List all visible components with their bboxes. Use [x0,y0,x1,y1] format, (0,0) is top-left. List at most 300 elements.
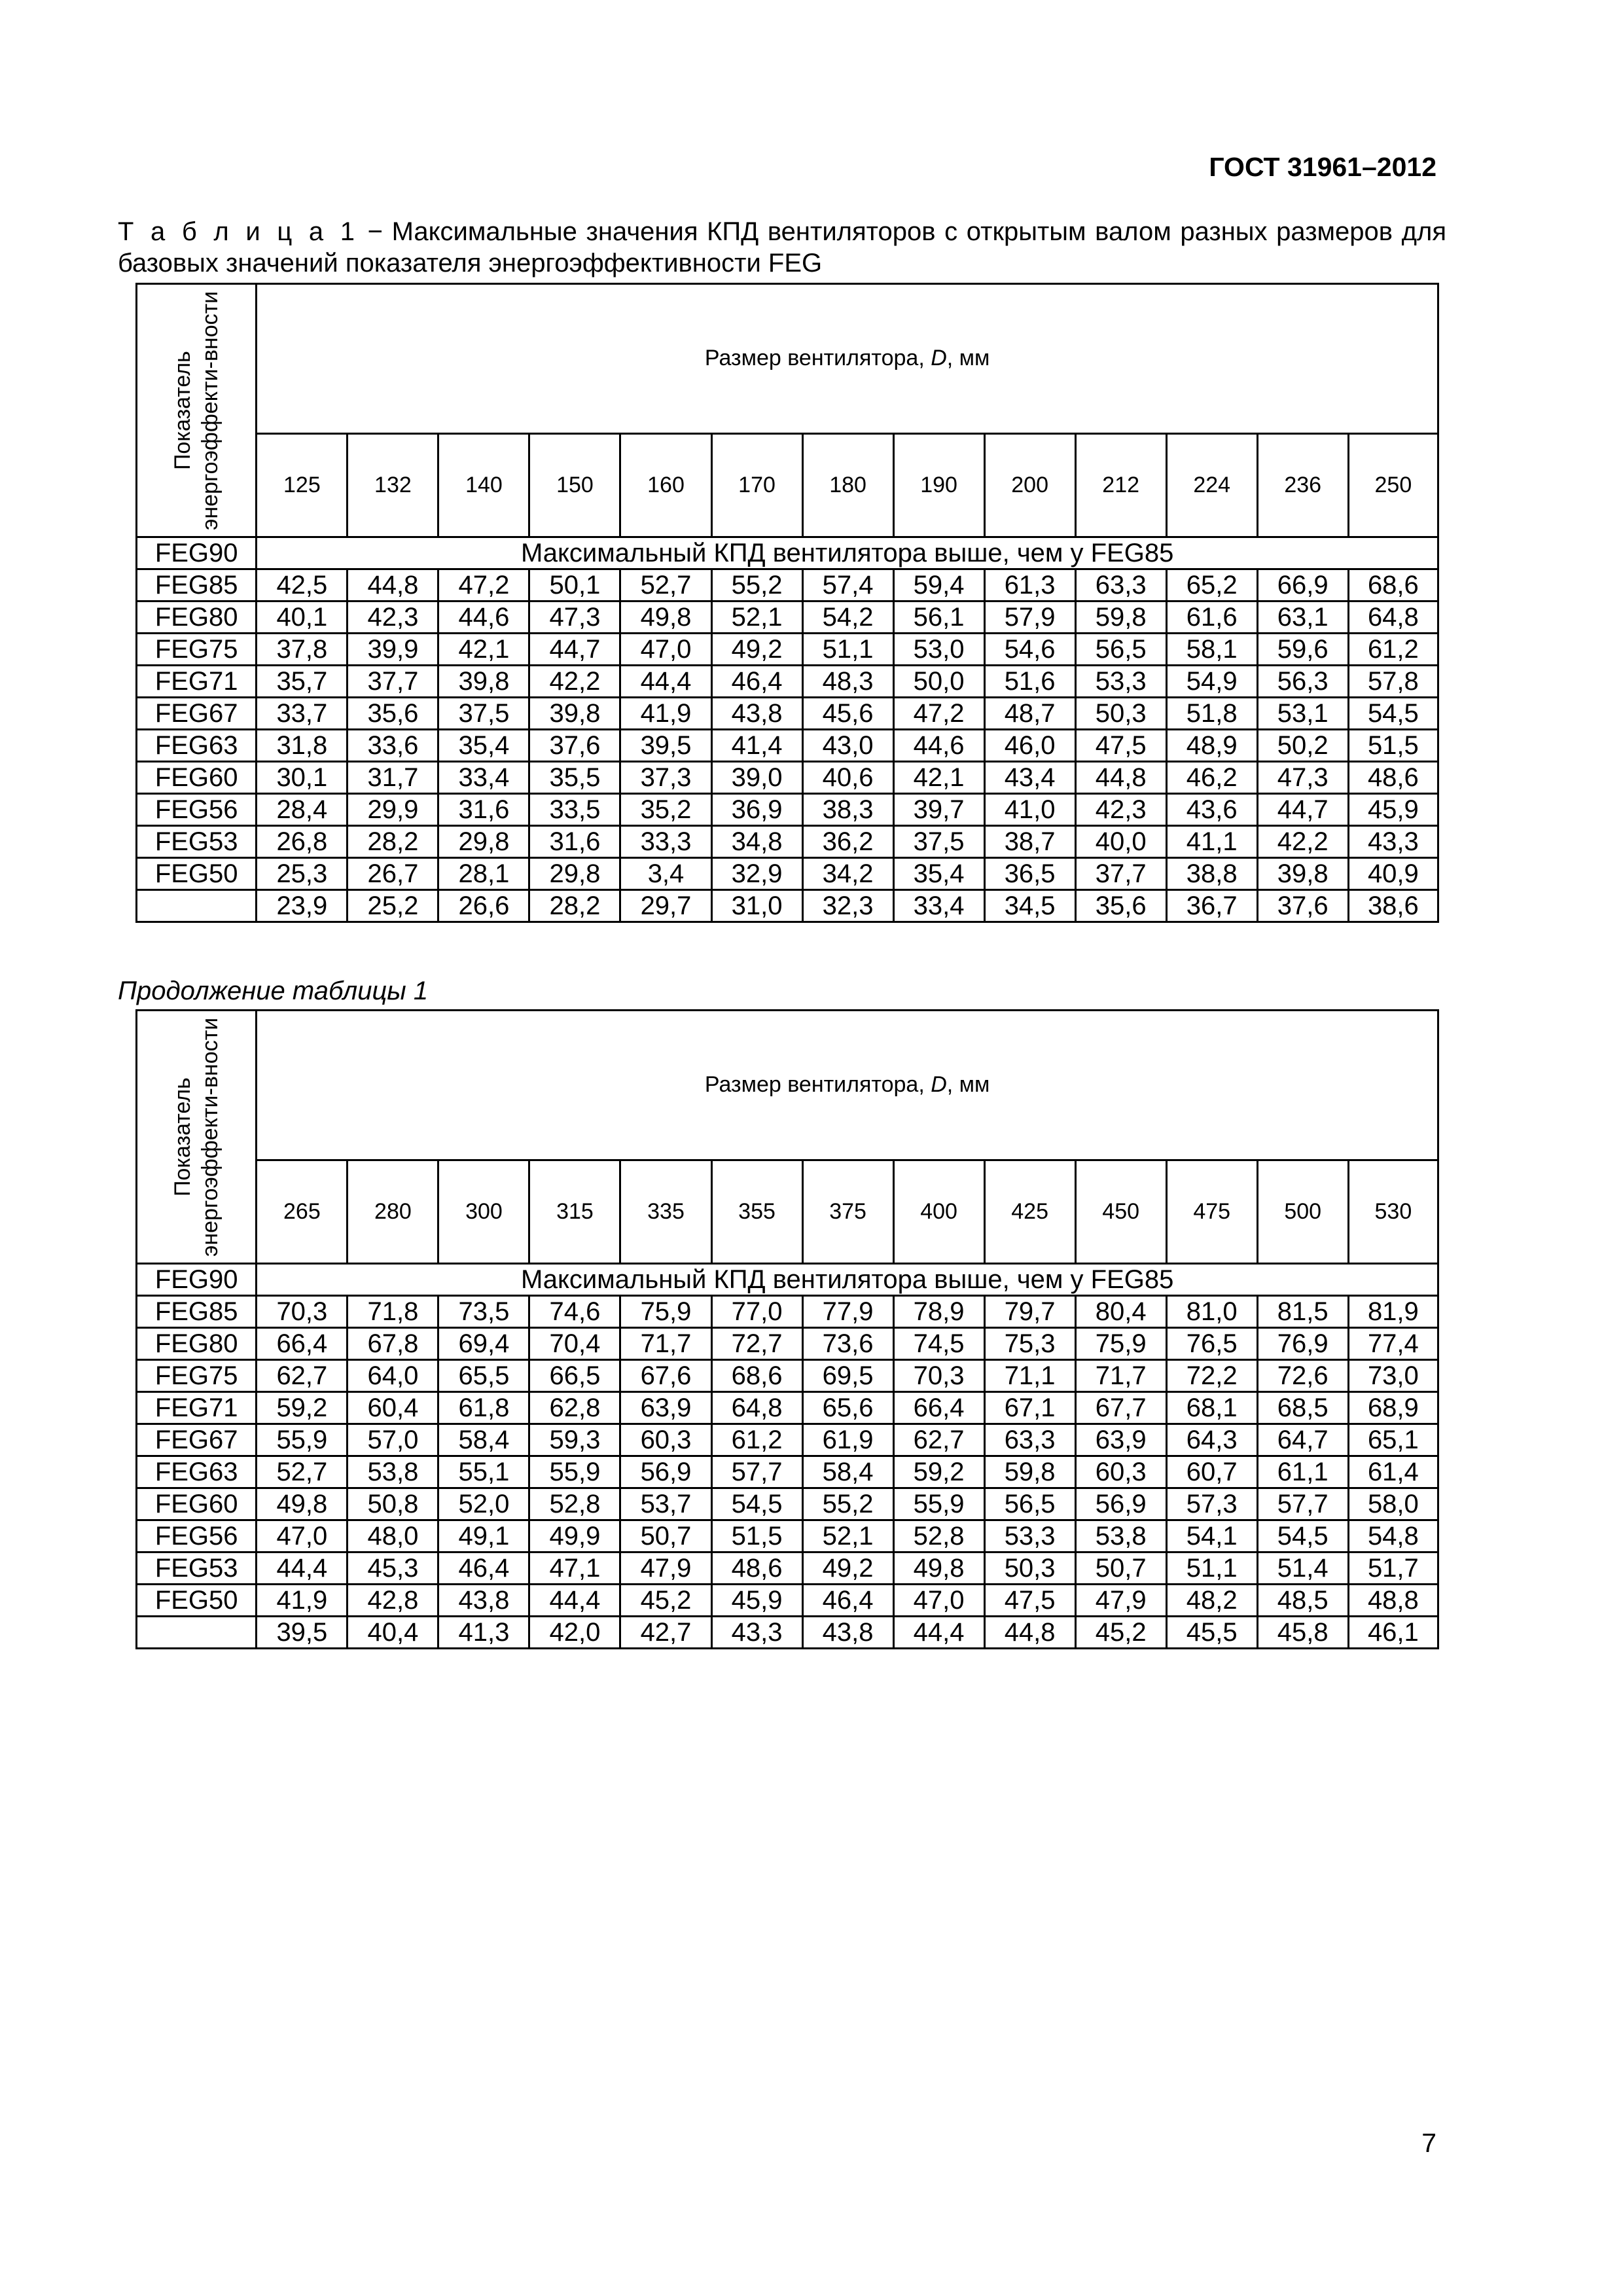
size-cell: 500 [1257,1160,1348,1263]
value-cell: 43,6 [1166,794,1257,826]
value-cell: 63,9 [1075,1424,1166,1456]
value-cell: 36,7 [1166,890,1257,922]
value-cell: 37,8 [257,634,348,666]
value-cell: 51,5 [711,1520,802,1552]
value-cell: 36,9 [711,794,802,826]
value-cell: 70,3 [257,1296,348,1328]
size-header-variable: D [931,1072,947,1098]
size-cell: 300 [438,1160,529,1263]
value-cell: 31,6 [529,826,620,858]
value-cell: 69,4 [438,1328,529,1360]
value-cell: 64,0 [348,1360,438,1392]
value-cell: 40,0 [1075,826,1166,858]
value-cell: 36,2 [802,826,893,858]
value-cell: 34,8 [711,826,802,858]
size-header-cell [257,284,1438,434]
size-cell: 375 [802,1160,893,1263]
table-row [137,666,1438,698]
value-cell: 52,7 [257,1456,348,1488]
value-cell: 56,9 [1075,1488,1166,1520]
value-cell: 59,4 [893,569,984,601]
value-cell: 46,0 [984,730,1075,762]
value-cell: 65,2 [1166,569,1257,601]
value-cell: 53,1 [1257,698,1348,730]
value-cell: 37,3 [620,762,711,794]
value-cell: 38,3 [802,794,893,826]
value-cell: 33,4 [893,890,984,922]
value-cell: 72,6 [1257,1360,1348,1392]
value-cell: 44,8 [984,1617,1075,1649]
value-cell: 3,4 [620,858,711,890]
value-cell: 81,0 [1166,1296,1257,1328]
size-cell: 280 [348,1160,438,1263]
value-cell: 54,2 [802,601,893,634]
value-cell: 52,1 [711,601,802,634]
value-cell: 52,7 [620,569,711,601]
value-cell: 55,2 [711,569,802,601]
value-cell: 26,8 [257,826,348,858]
value-cell: 41,0 [984,794,1075,826]
size-header-pre: Размер вентилятора, [704,1072,931,1098]
value-cell: 37,7 [1075,858,1166,890]
value-cell: 44,4 [620,666,711,698]
table-1-caption-prefix: Т а б л и ц а 1 [118,217,359,246]
value-cell: 44,8 [348,569,438,601]
value-cell: 42,1 [893,762,984,794]
value-cell: 45,9 [711,1585,802,1617]
value-cell: 56,3 [1257,666,1348,698]
value-cell: 60,3 [1075,1456,1166,1488]
value-cell: 40,1 [257,601,348,634]
row-label: FEG80 [137,601,257,634]
value-cell: 77,9 [802,1296,893,1328]
value-cell: 52,8 [893,1520,984,1552]
value-cell: 50,3 [984,1552,1075,1585]
value-cell: 33,4 [438,762,529,794]
table-row [137,730,1438,762]
table-1 [135,283,1439,923]
value-cell: 59,8 [984,1456,1075,1488]
value-cell: 46,1 [1348,1617,1438,1649]
value-cell: 56,5 [984,1488,1075,1520]
value-cell: 69,5 [802,1360,893,1392]
value-cell: 54,6 [984,634,1075,666]
value-cell: 50,0 [893,666,984,698]
value-cell: 51,8 [1166,698,1257,730]
table-row [137,1520,1438,1552]
table-row [137,1617,1438,1649]
table-row [137,1328,1438,1360]
value-cell: 47,3 [529,601,620,634]
value-cell: 43,4 [984,762,1075,794]
sizes-row [137,433,1438,537]
value-cell: 61,4 [1348,1456,1438,1488]
value-cell: 56,5 [1075,634,1166,666]
value-cell: 47,5 [984,1585,1075,1617]
value-cell: 76,5 [1166,1328,1257,1360]
value-cell: 35,5 [529,762,620,794]
value-cell: 52,0 [438,1488,529,1520]
value-cell: 39,5 [257,1617,348,1649]
value-cell: 29,9 [348,794,438,826]
value-cell: 62,8 [529,1392,620,1424]
size-header-variable: D [931,346,947,371]
size-cell: 400 [893,1160,984,1263]
value-cell: 39,8 [529,698,620,730]
table-row [137,890,1438,922]
row-label [137,890,257,922]
value-cell: 79,7 [984,1296,1075,1328]
value-cell: 44,4 [257,1552,348,1585]
row-label: FEG53 [137,826,257,858]
value-cell: 47,3 [1257,762,1348,794]
table-1-continuation [135,1009,1439,1649]
value-cell: 65,1 [1348,1424,1438,1456]
value-cell: 64,3 [1166,1424,1257,1456]
page-number: 7 [1421,2128,1436,2158]
value-cell: 38,6 [1348,890,1438,922]
row-label: FEG56 [137,794,257,826]
value-cell: 51,1 [1166,1552,1257,1585]
value-cell: 70,4 [529,1328,620,1360]
value-cell: 66,4 [257,1328,348,1360]
value-cell: 68,5 [1257,1392,1348,1424]
value-cell: 39,0 [711,762,802,794]
value-cell: 41,3 [438,1617,529,1649]
size-header-cell [257,1011,1438,1160]
value-cell: 57,9 [984,601,1075,634]
value-cell: 62,7 [257,1360,348,1392]
value-cell: 40,6 [802,762,893,794]
size-cell: 355 [711,1160,802,1263]
table-1-continuation-caption: Продолжение таблицы 1 [118,977,429,1005]
row-label: FEG71 [137,666,257,698]
value-cell: 42,5 [257,569,348,601]
value-cell: 48,3 [802,666,893,698]
row-label: FEG50 [137,858,257,890]
value-cell: 33,3 [620,826,711,858]
value-cell: 56,1 [893,601,984,634]
value-cell: 50,7 [620,1520,711,1552]
size-cell: 250 [1348,433,1438,537]
table-row [137,762,1438,794]
row-label: FEG85 [137,1296,257,1328]
value-cell: 59,3 [529,1424,620,1456]
value-cell: 70,3 [893,1360,984,1392]
value-cell: 48,6 [1348,762,1438,794]
value-cell: 55,9 [893,1488,984,1520]
merged-row-text: Максимальный КПД вентилятора выше, чем у FEG85 [257,1264,1438,1296]
value-cell: 61,2 [711,1424,802,1456]
row-label: FEG63 [137,1456,257,1488]
size-cell: 425 [984,1160,1075,1263]
value-cell: 77,0 [711,1296,802,1328]
value-cell: 51,7 [1348,1552,1438,1585]
value-cell: 77,4 [1348,1328,1438,1360]
value-cell: 35,4 [438,730,529,762]
size-cell: 265 [257,1160,348,1263]
size-cell: 236 [1257,433,1348,537]
value-cell: 46,2 [1166,762,1257,794]
value-cell: 49,1 [438,1520,529,1552]
size-cell: 530 [1348,1160,1438,1263]
row-label: FEG75 [137,634,257,666]
row-label: FEG85 [137,569,257,601]
row-header-cell [137,1011,257,1264]
value-cell: 39,8 [1257,858,1348,890]
row-label: FEG60 [137,1488,257,1520]
row-label: FEG53 [137,1552,257,1585]
value-cell: 37,5 [438,698,529,730]
value-cell: 35,7 [257,666,348,698]
value-cell: 46,4 [711,666,802,698]
value-cell: 76,9 [1257,1328,1348,1360]
size-cell: 315 [529,1160,620,1263]
value-cell: 49,2 [711,634,802,666]
value-cell: 44,7 [1257,794,1348,826]
value-cell: 47,0 [257,1520,348,1552]
value-cell: 47,0 [893,1585,984,1617]
value-cell: 60,3 [620,1424,711,1456]
value-cell: 80,4 [1075,1296,1166,1328]
value-cell: 25,2 [348,890,438,922]
value-cell: 66,4 [893,1392,984,1424]
value-cell: 23,9 [257,890,348,922]
table-row [137,1585,1438,1617]
row-label: FEG67 [137,1424,257,1456]
value-cell: 55,9 [529,1456,620,1488]
value-cell: 59,6 [1257,634,1348,666]
value-cell: 45,9 [1348,794,1438,826]
size-cell: 140 [438,433,529,537]
value-cell: 48,5 [1257,1585,1348,1617]
value-cell: 57,7 [711,1456,802,1488]
value-cell: 37,6 [1257,890,1348,922]
value-cell: 50,2 [1257,730,1348,762]
value-cell: 50,3 [1075,698,1166,730]
value-cell: 47,1 [529,1552,620,1585]
table-row [137,1424,1438,1456]
table-row [137,858,1438,890]
value-cell: 39,8 [438,666,529,698]
table-row [137,1552,1438,1585]
value-cell: 47,5 [1075,730,1166,762]
value-cell: 38,7 [984,826,1075,858]
value-cell: 42,8 [348,1585,438,1617]
value-cell: 46,4 [802,1585,893,1617]
value-cell: 73,5 [438,1296,529,1328]
value-cell: 63,1 [1257,601,1348,634]
value-cell: 74,6 [529,1296,620,1328]
value-cell: 39,9 [348,634,438,666]
value-cell: 64,7 [1257,1424,1348,1456]
value-cell: 35,4 [893,858,984,890]
size-cell: 132 [348,433,438,537]
value-cell: 40,4 [348,1617,438,1649]
value-cell: 71,7 [1075,1360,1166,1392]
value-cell: 49,8 [620,601,711,634]
size-cell: 125 [257,433,348,537]
table-1-caption-text: − Максимальные значения КПД вентиляторов с открытым валом разных размеров для базовых значений показателя энергоэффективности FEG [118,217,1447,278]
value-cell: 57,7 [1257,1488,1348,1520]
table-row [137,794,1438,826]
row-label: FEG71 [137,1392,257,1424]
value-cell: 51,5 [1348,730,1438,762]
value-cell: 50,8 [348,1488,438,1520]
size-cell: 200 [984,433,1075,537]
value-cell: 75,9 [620,1296,711,1328]
value-cell: 34,2 [802,858,893,890]
row-label [137,1617,257,1649]
row-label: FEG75 [137,1360,257,1392]
value-cell: 65,6 [802,1392,893,1424]
value-cell: 31,7 [348,762,438,794]
value-cell: 45,2 [620,1585,711,1617]
value-cell: 57,3 [1166,1488,1257,1520]
table-row [137,601,1438,634]
value-cell: 60,7 [1166,1456,1257,1488]
value-cell: 53,8 [1075,1520,1166,1552]
value-cell: 58,4 [438,1424,529,1456]
value-cell: 49,9 [529,1520,620,1552]
value-cell: 29,8 [438,826,529,858]
value-cell: 45,2 [1075,1617,1166,1649]
value-cell: 34,5 [984,890,1075,922]
value-cell: 51,1 [802,634,893,666]
value-cell: 39,5 [620,730,711,762]
value-cell: 67,8 [348,1328,438,1360]
value-cell: 52,1 [802,1520,893,1552]
value-cell: 42,3 [348,601,438,634]
value-cell: 35,6 [1075,890,1166,922]
value-cell: 54,1 [1166,1520,1257,1552]
value-cell: 43,3 [711,1617,802,1649]
value-cell: 58,0 [1348,1488,1438,1520]
table-row [137,698,1438,730]
value-cell: 37,5 [893,826,984,858]
table-row [137,1392,1438,1424]
value-cell: 71,7 [620,1328,711,1360]
value-cell: 51,6 [984,666,1075,698]
value-cell: 32,3 [802,890,893,922]
value-cell: 53,7 [620,1488,711,1520]
value-cell: 51,4 [1257,1552,1348,1585]
value-cell: 48,9 [1166,730,1257,762]
value-cell: 67,7 [1075,1392,1166,1424]
value-cell: 55,2 [802,1488,893,1520]
value-cell: 41,9 [620,698,711,730]
size-cell: 212 [1075,433,1166,537]
value-cell: 54,9 [1166,666,1257,698]
table-row [137,1296,1438,1328]
value-cell: 44,4 [529,1585,620,1617]
value-cell: 61,2 [1348,634,1438,666]
size-cell: 224 [1166,433,1257,537]
value-cell: 29,7 [620,890,711,922]
value-cell: 66,9 [1257,569,1348,601]
value-cell: 33,5 [529,794,620,826]
value-cell: 47,9 [1075,1585,1166,1617]
value-cell: 57,8 [1348,666,1438,698]
value-cell: 59,2 [893,1456,984,1488]
value-cell: 45,8 [1257,1617,1348,1649]
value-cell: 61,3 [984,569,1075,601]
value-cell: 50,1 [529,569,620,601]
value-cell: 54,5 [711,1488,802,1520]
value-cell: 64,8 [711,1392,802,1424]
value-cell: 37,7 [348,666,438,698]
size-header-unit: , мм [946,1072,990,1098]
value-cell: 58,1 [1166,634,1257,666]
value-cell: 31,8 [257,730,348,762]
row-label: FEG60 [137,762,257,794]
value-cell: 42,1 [438,634,529,666]
value-cell: 33,7 [257,698,348,730]
value-cell: 41,4 [711,730,802,762]
row-label: FEG50 [137,1585,257,1617]
value-cell: 41,1 [1166,826,1257,858]
value-cell: 63,9 [620,1392,711,1424]
value-cell: 57,0 [348,1424,438,1456]
value-cell: 38,8 [1166,858,1257,890]
value-cell: 45,3 [348,1552,438,1585]
table-row [137,826,1438,858]
value-cell: 47,2 [893,698,984,730]
value-cell: 39,7 [893,794,984,826]
size-header-pre: Размер вентилятора, [704,346,931,371]
value-cell: 68,9 [1348,1392,1438,1424]
value-cell: 53,8 [348,1456,438,1488]
value-cell: 66,5 [529,1360,620,1392]
value-cell: 75,9 [1075,1328,1166,1360]
value-cell: 68,6 [1348,569,1438,601]
row-label: FEG56 [137,1520,257,1552]
value-cell: 63,3 [1075,569,1166,601]
value-cell: 30,1 [257,762,348,794]
value-cell: 52,8 [529,1488,620,1520]
value-cell: 47,9 [620,1552,711,1585]
value-cell: 32,9 [711,858,802,890]
value-cell: 73,0 [1348,1360,1438,1392]
value-cell: 54,5 [1257,1520,1348,1552]
value-cell: 43,8 [438,1585,529,1617]
merged-row-text: Максимальный КПД вентилятора выше, чем у FEG85 [257,537,1438,569]
value-cell: 48,2 [1166,1585,1257,1617]
value-cell: 44,6 [438,601,529,634]
table-row [137,569,1438,601]
value-cell: 67,6 [620,1360,711,1392]
value-cell: 61,8 [438,1392,529,1424]
value-cell: 57,4 [802,569,893,601]
merged-row [137,1264,1438,1296]
value-cell: 45,6 [802,698,893,730]
value-cell: 73,6 [802,1328,893,1360]
value-cell: 81,5 [1257,1296,1348,1328]
size-cell: 150 [529,433,620,537]
value-cell: 42,7 [620,1617,711,1649]
row-label: FEG90 [137,1264,257,1296]
value-cell: 49,2 [802,1552,893,1585]
value-cell: 74,5 [893,1328,984,1360]
table-row [137,1456,1438,1488]
value-cell: 43,0 [802,730,893,762]
row-label: FEG67 [137,698,257,730]
row-label: FEG63 [137,730,257,762]
value-cell: 47,0 [620,634,711,666]
value-cell: 42,2 [529,666,620,698]
value-cell: 44,8 [1075,762,1166,794]
value-cell: 75,3 [984,1328,1075,1360]
